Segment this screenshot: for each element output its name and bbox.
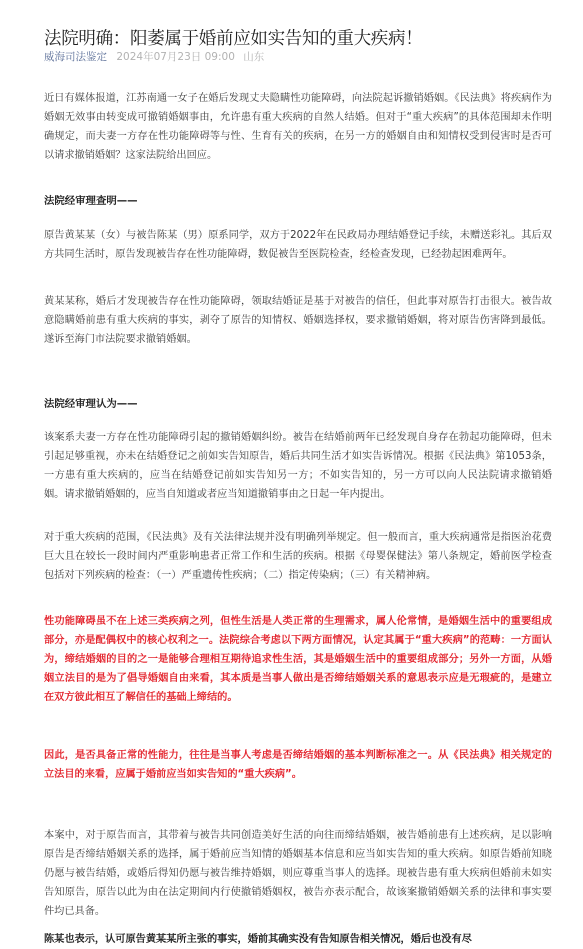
paragraph-highlight-2: 因此，是否具备正常的性能力，往往是当事人考虑是否缔结婚姻的基本判断标准之一。从《民法典》相关规定的立法目的来看，应属于婚前应当如实告知的“重大疾病”。 bbox=[44, 750, 552, 780]
paragraph-highlight-1: 性功能障碍虽不在上述三类疾病之列，但性生活是人类正常的生理需求，属人伦常情，是婚姻生活中的重要组成部分，亦是配偶权中的核心权利之一。法院综合考虑以下两方面情况，认定其属于“重大疾病”的范畴：一方面认为，缔结婚姻的目的之一是能够合理相互期待追求性生活，其是婚姻生活中的重要组成部分；另外一方面，从婚姻立法目的是为了倡导婚姻自由来看，其本质是当事人做出是否缔结婚姻关系的意思表示应是无瑕疵的，是建立在双方彼此相互了解信任的基础上缔结的。 bbox=[44, 616, 552, 703]
section-heading-opinion: 法院经审理认为—— bbox=[44, 398, 138, 410]
paragraph-opinion-2: 对于重大疾病的范围，《民法典》及有关法律法规并没有明确列举规定。但一般而言，重大疾病通常是指医治花费巨大且在较长一段时间内严重影响患者正常工作和生活的疾病。根据《母婴保健法》第八条规定，婚前医学检查包括对下列疾病的检查：（一）严重遗传性疾病；（二）指定传染病；（三）有关精神病。 bbox=[44, 532, 552, 581]
paragraph-facts-2: 黄某某称，婚后才发现被告存在性功能障碍，领取结婚证是基于对被告的信任，但此事对原告打击很大。被告故意隐瞒婚前患有重大疾病的事实，剥夺了原告的知情权、婚姻选择权，要求撤销婚姻，将对原告伤害降到最低。遂诉至海门市法院要求撤销婚姻。 bbox=[44, 296, 552, 345]
paragraph-case-analysis: 本案中，对于原告而言，其带着与被告共同创造美好生活的向往而缔结婚姻，被告婚前患有上述疾病，足以影响原告是否缔结婚姻关系的选择，属于婚前应当知情的婚姻基本信息和应当如实告知的重大疾病。如原告婚前知晓仍愿与被告结婚，或婚后得知仍愿与被告维持婚姻，则应尊重当事人的选择。现被告患有重大疾病但婚前未如实告知原告，原告以此为由在法定期间内行使撤销婚姻权，被告亦表示配合，故该案撤销婚姻关系的法律和事实要件均已具备。 bbox=[44, 830, 552, 917]
publish-date: 2024年07月23日 09:00 bbox=[116, 51, 235, 63]
publish-location: 山东 bbox=[243, 51, 265, 63]
paragraph-facts-1: 原告黄某某（女）与被告陈某（男）原系同学，双方于2022年在民政局办理结婚登记手续，未赠送彩礼。其后双方共同生活时，原告发现被告存在性功能障碍，数促被告至医院检查，经检查发现，已经勃起困难两年。 bbox=[44, 230, 552, 260]
article-title: 法院明确：阳萎属于婚前应如实告知的重大疾病！ bbox=[44, 28, 423, 49]
article-meta bbox=[44, 50, 264, 64]
paragraph-opinion-1: 该案系夫妻一方存在性功能障碍引起的撤销婚姻纠纷。被告在结婚前两年已经发现自身存在勃起功能障碍，但未引起足够重视，亦未在结婚登记之前如实告知原告，婚后共同生活才如实告诉情况。根据《民法典》第1053条，一方患有重大疾病的，应当在结婚登记前如实告知另一方；不如实告知的，另一方可以向人民法院请求撤销婚姻。请求撤销婚姻的，应当自知道或者应当知道撤销事由之日起一年内提出。 bbox=[44, 432, 552, 500]
author-link[interactable]: 威海司法鉴定 bbox=[44, 51, 107, 63]
paragraph-intro: 近日有媒体报道，江苏南通一女子在婚后发现丈夫隐瞒性功能障碍，向法院起诉撤销婚姻。《民法典》将疾病作为婚姻无效事由转变成可撤销婚姻事由，允许患有重大疾病的自然人结婚。但对于“重大疾病”的具体范围却未作明确规定，而夫妻一方存在性功能障碍等与性、生育有关的疾病，在另一方的婚姻自由和知情权受到侵害时是否可以请求撤销婚姻？这家法院给出回应。 bbox=[44, 93, 552, 161]
paragraph-defendant-statement: 陈某也表示，认可原告黄某某所主张的事实，婚前其确实没有告知原告相关情况，婚后也没有尽 bbox=[44, 934, 472, 945]
section-heading-facts: 法院经审理查明—— bbox=[44, 195, 138, 207]
